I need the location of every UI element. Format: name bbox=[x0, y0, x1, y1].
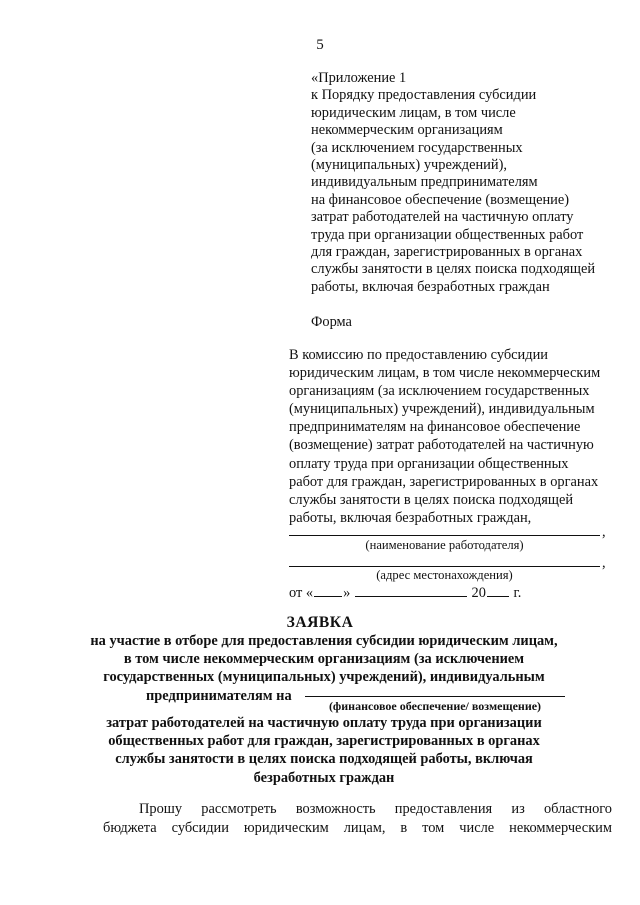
addressee-line: работ для граждан, зарегистрированных в органах bbox=[289, 473, 599, 490]
appendix-line: на финансовое обеспечение (возмещение) bbox=[311, 191, 570, 208]
body-line: Прошу рассмотреть возможность предоставления из областного bbox=[139, 801, 612, 817]
appendix-line: службы занятости в целях поиска подходящей bbox=[311, 261, 596, 278]
appendix-line: для граждан, зарегистрированных в органах bbox=[311, 244, 583, 261]
title-description-line: на участие в отборе для предоставления субсидии юридическим лицам, bbox=[90, 633, 558, 649]
document-title: ЗАЯВКА bbox=[286, 614, 354, 631]
request-body bbox=[103, 800, 612, 837]
employer-name-field[interactable] bbox=[289, 522, 619, 540]
month-field[interactable] bbox=[355, 581, 467, 597]
addressee-line: (возмещение) затрат работодателей на частичную bbox=[289, 437, 594, 454]
year-prefix: 20 bbox=[471, 585, 486, 601]
date-quote-close: » bbox=[343, 585, 351, 601]
addressee-line: юридическим лицам, в том числе некоммерческим bbox=[289, 365, 601, 382]
funding-type-caption: (финансовое обеспечение/ возмещение) bbox=[328, 699, 542, 713]
day-field[interactable] bbox=[314, 581, 342, 597]
employer-address-caption: (адрес местонахождения) bbox=[376, 568, 513, 582]
body-line: бюджета субсидии юридическим лицам, в том числе некоммерческим bbox=[103, 819, 612, 836]
employer-address-comma: , bbox=[602, 555, 606, 571]
employer-name-comma: , bbox=[602, 524, 606, 540]
date-suffix: г. bbox=[509, 585, 522, 601]
title-description-line: в том числе некоммерческим организациям (за исключением bbox=[123, 651, 525, 668]
title-description-continued bbox=[80, 714, 568, 787]
addressee-line: организациям (за исключением государственных bbox=[289, 383, 590, 400]
addressee-line: предпринимателям на финансовое обеспечение bbox=[289, 419, 581, 436]
title-description-line: предпринимателям на bbox=[146, 687, 292, 704]
title-description-line: затрат работодателей на частичную оплату труда при организации bbox=[106, 715, 542, 731]
appendix-line: (муниципальных) учреждений), bbox=[311, 157, 507, 174]
addressee-line: В комиссию по предоставлению субсидии bbox=[289, 347, 548, 363]
form-label: Форма bbox=[311, 314, 352, 330]
appendix-line: некоммерческим организациям bbox=[311, 122, 503, 139]
employer-name-caption: (наименование работодателя) bbox=[365, 538, 524, 552]
addressee-line: работы, включая безработных граждан, bbox=[289, 509, 532, 526]
appendix-line: юридическим лицам, в том числе bbox=[311, 104, 516, 121]
employer-name-underline bbox=[289, 535, 600, 536]
addressee-block bbox=[289, 346, 629, 527]
appendix-line: (за исключением государственных bbox=[311, 139, 523, 156]
addressee-line: оплату труда при организации общественных bbox=[289, 455, 569, 472]
title-description-line: службы занятости в целях поиска подходящей работы, включая bbox=[115, 751, 533, 768]
appendix-line: работы, включая безработных граждан bbox=[311, 278, 550, 295]
year-field[interactable] bbox=[487, 581, 509, 597]
page-number: 5 bbox=[316, 37, 324, 53]
date-prefix: от « bbox=[289, 585, 314, 601]
date-line bbox=[289, 581, 521, 601]
title-description-line: государственных (муниципальных) учреждений), индивидуальным bbox=[103, 669, 545, 686]
appendix-line: «Приложение 1 bbox=[311, 70, 407, 86]
addressee-line: службы занятости в целях поиска подходящей bbox=[289, 491, 574, 508]
appendix-line: индивидуальным предпринимателям bbox=[311, 174, 538, 191]
employer-address-field[interactable] bbox=[289, 553, 619, 571]
appendix-line: затрат работодателей на частичную оплату bbox=[311, 209, 574, 226]
appendix-header bbox=[311, 70, 631, 296]
title-description-line: общественных работ для граждан, зарегистрированных в органах bbox=[108, 733, 540, 750]
employer-address-underline bbox=[289, 566, 600, 567]
appendix-line: труда при организации общественных работ bbox=[311, 226, 584, 243]
appendix-line: к Порядку предоставления субсидии bbox=[311, 87, 537, 104]
title-description-line: безработных граждан bbox=[253, 769, 395, 786]
title-description bbox=[80, 632, 568, 705]
funding-type-field[interactable] bbox=[305, 696, 565, 697]
addressee-line: (муниципальных) учреждений), индивидуальным bbox=[289, 401, 595, 418]
